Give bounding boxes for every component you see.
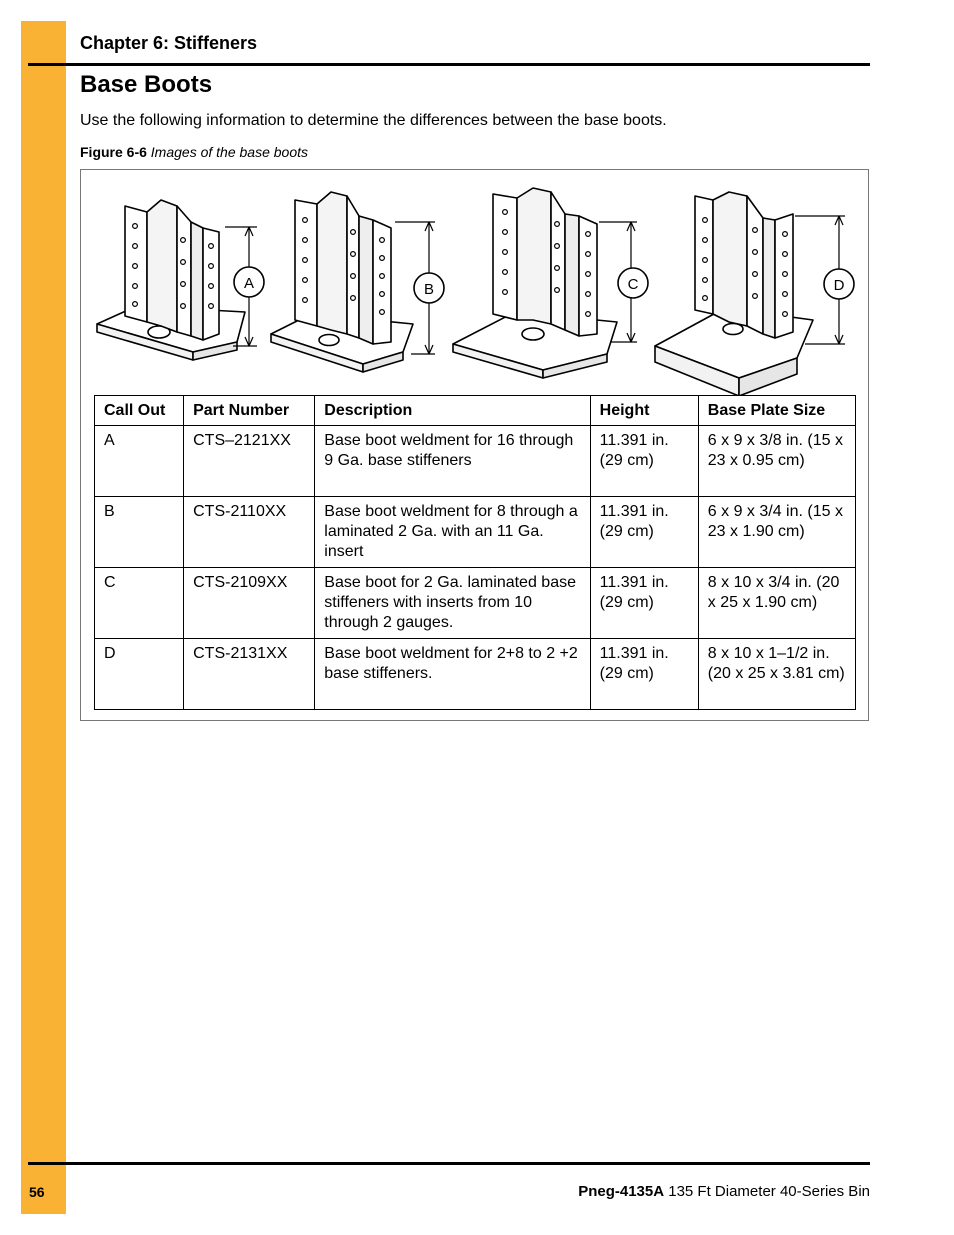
chapter-sidebar-band [21, 21, 66, 1214]
cell-part-number: CTS-2131XX [184, 639, 315, 710]
header-rule [28, 63, 870, 66]
col-header-part-number: Part Number [184, 396, 315, 426]
page-number: 56 [29, 1184, 45, 1200]
base-boots-drawing [95, 184, 855, 396]
cell-part-number: CTS–2121XX [184, 426, 315, 497]
cell-description: Base boot weldment for 2+8 to 2 +2 base stiffeners. [315, 639, 590, 710]
intro-paragraph: Use the following information to determine the differences between the base boots. [80, 112, 667, 129]
chapter-heading: Chapter 6: Stiffeners [80, 33, 258, 53]
callout-c-label: C [627, 276, 639, 293]
cell-height: 11.391 in. (29 cm) [590, 568, 698, 639]
cell-part-number: CTS-2109XX [184, 568, 315, 639]
figure-caption-text: Images of the base boots [150, 144, 309, 160]
callout-d-label: D [833, 277, 845, 294]
cell-callout: D [95, 639, 184, 710]
table-row [95, 426, 856, 497]
cell-height: 11.391 in. (29 cm) [590, 426, 698, 497]
col-header-base-plate-size: Base Plate Size [698, 396, 855, 426]
callout-a-label: A [243, 275, 255, 292]
base-boot-d [655, 192, 854, 396]
document-id: Pneg-4135A [578, 1183, 665, 1200]
base-boots-table [94, 395, 856, 710]
figure-number: Figure 6-6 [80, 144, 147, 160]
table-header-row [95, 396, 856, 426]
callout-b-label: B [423, 281, 435, 298]
cell-base-plate-size: 6 x 9 x 3/4 in. (15 x 23 x 1.90 cm) [698, 497, 855, 568]
table-row [95, 639, 856, 710]
document-reference [578, 1183, 870, 1200]
cell-callout: A [95, 426, 184, 497]
document-title: 135 Ft Diameter 40-Series Bin [668, 1183, 870, 1200]
table-row [95, 568, 856, 639]
base-boot-a [97, 200, 264, 360]
footer-rule [28, 1162, 870, 1165]
figure-caption [80, 144, 308, 160]
base-boot-c [453, 188, 648, 378]
cell-base-plate-size: 8 x 10 x 3/4 in. (20 x 25 x 1.90 cm) [698, 568, 855, 639]
cell-callout: C [95, 568, 184, 639]
base-boot-b [271, 192, 444, 372]
cell-callout: B [95, 497, 184, 568]
section-title: Base Boots [80, 71, 213, 98]
cell-height: 11.391 in. (29 cm) [590, 497, 698, 568]
col-header-description: Description [315, 396, 590, 426]
cell-height: 11.391 in. (29 cm) [590, 639, 698, 710]
cell-description: Base boot weldment for 8 through a laminated 2 Ga. with an 11 Ga. insert [315, 497, 590, 568]
cell-part-number: CTS-2110XX [184, 497, 315, 568]
col-header-callout: Call Out [95, 396, 184, 426]
cell-base-plate-size: 8 x 10 x 1–1/2 in. (20 x 25 x 3.81 cm) [698, 639, 855, 710]
figure-box [80, 169, 869, 721]
col-header-height: Height [590, 396, 698, 426]
table-row [95, 497, 856, 568]
cell-description: Base boot weldment for 16 through 9 Ga. base stiffeners [315, 426, 590, 497]
cell-base-plate-size: 6 x 9 x 3/8 in. (15 x 23 x 0.95 cm) [698, 426, 855, 497]
cell-description: Base boot for 2 Ga. laminated base stiffeners with inserts from 10 through 2 gauges. [315, 568, 590, 639]
